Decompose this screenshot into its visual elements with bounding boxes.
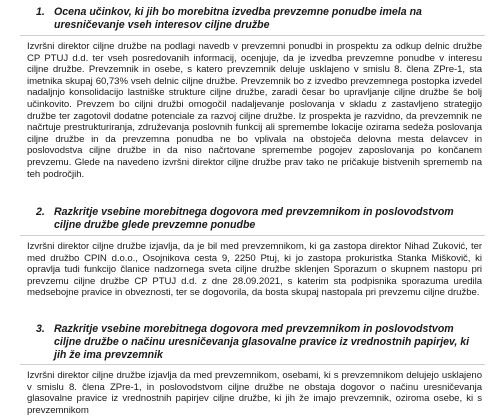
section-2-number: 2. [36, 206, 45, 218]
section-1-body: Izvršni direktor ciljne družbe na podlagi navedb v prevzemni ponudbi in prospektu za odkup delnic družbe CP PTUJ d.d. ter vseh posredovanih informacij, ocenjuje, da je izvedba prevzemne ponudbe v interesu ciljne družbe. Prevzemnik in osebe, s katero prevzemnik deluje usklajeno v smislu 8. člena ZPre-1, sta imetnika skupaj 60,73% vseh delnic ciljne družbe. Prevzemnik bo z izvedbo prevzemnega postopka izvedel nadaljnjo konsolidacijo lastniške strukture ciljne družbe, zaradi česar bo upravljanje ciljne družbe še bolj učinkovito. Prevzem bo ciljni družbi omogočil nadaljevanje poslovanja v skladu z zastavljeno strategijo družbe ter zagotovil dodatne potenciale za razvoj ciljne družbe. Iz prospekta je razvidno, da prevzemnik ne načrtuje prestrukturiranja, združevanja poslovnih funkcij ali spremembe lokacije ozirama sedeža poslovanja ciljne družbe in da prevzemna ponudba ne bo vplivala na obstoječa delovna mesta delavcev in poslovodstva ciljne družbe in da niso načrtovane spremembe pogojev zaposlovanja po končanem prevzemu. Glede na navedeno izvršni direktor ciljne družbe prav tako ne pričakuje bistvenih sprememb na teh področjih. [27, 41, 482, 180]
section-3-body: Izvršni direktor ciljne družbe izjavlja da med prevzemnikom, osebami, ki s prevzemnikom delujejo usklajeno v smislu 8. člena ZPre-1, in poslovodstvom ciljne družbe ne obstaja dogovor o načinu uresničevanja glasovalne pravice iz vrednostnih papirjev ciljne družbe, ki jih že imajo prevzemnik, oziroma osebe, ki s prevzemnikom [27, 370, 482, 416]
section-2-divider [20, 235, 485, 236]
section-2-title: Razkritje vsebine morebitnega dogovora med prevzemnikom in poslovodstvom ciljne družbe glede prevzemne ponudbe [54, 206, 454, 231]
section-3-title: Razkritje vsebine morebitnega dogovora med prevzemnikom in poslovodstvom ciljne družbe o načinu uresničevanja glasovalne pravice iz vrednostnih papirjev, ki jih že ima prevzemnik [54, 323, 470, 361]
section-3-divider [20, 364, 485, 365]
section-2-body: Izvršni direktor ciljne družbe izjavlja, da je bil med prevzemnikom, ki ga zastopa direktor Nihad Zuković, ter med družbo CPIN d.o.o., Osojnikova cesta 9, 2250 Ptuj, ki jo zastopa prokuristka Stanka Miškovič, ki opravlja tudi funkcijo članice nadzornega sveta ciljne družbe sklenjen Sporazum o skupnem nastopu pri prevzemu ciljne družbe CP PTUJ d.d. z dne 28.09.2021, s katerim sta podpisnika sporazuma uredila medsebojne pravice in obveznosti, ter se dogovorila, da bosta skupaj nastopala pri prevzemu ciljne družbe. [27, 241, 482, 299]
section-1-title: Ocena učinkov, ki jih bo morebitna izvedba prevzemne ponudbe imela na uresničevanje vseh interesov ciljne družbe [54, 6, 422, 31]
section-1-divider [20, 35, 485, 36]
section-1-number: 1. [36, 6, 45, 18]
section-3-number: 3. [36, 323, 45, 335]
